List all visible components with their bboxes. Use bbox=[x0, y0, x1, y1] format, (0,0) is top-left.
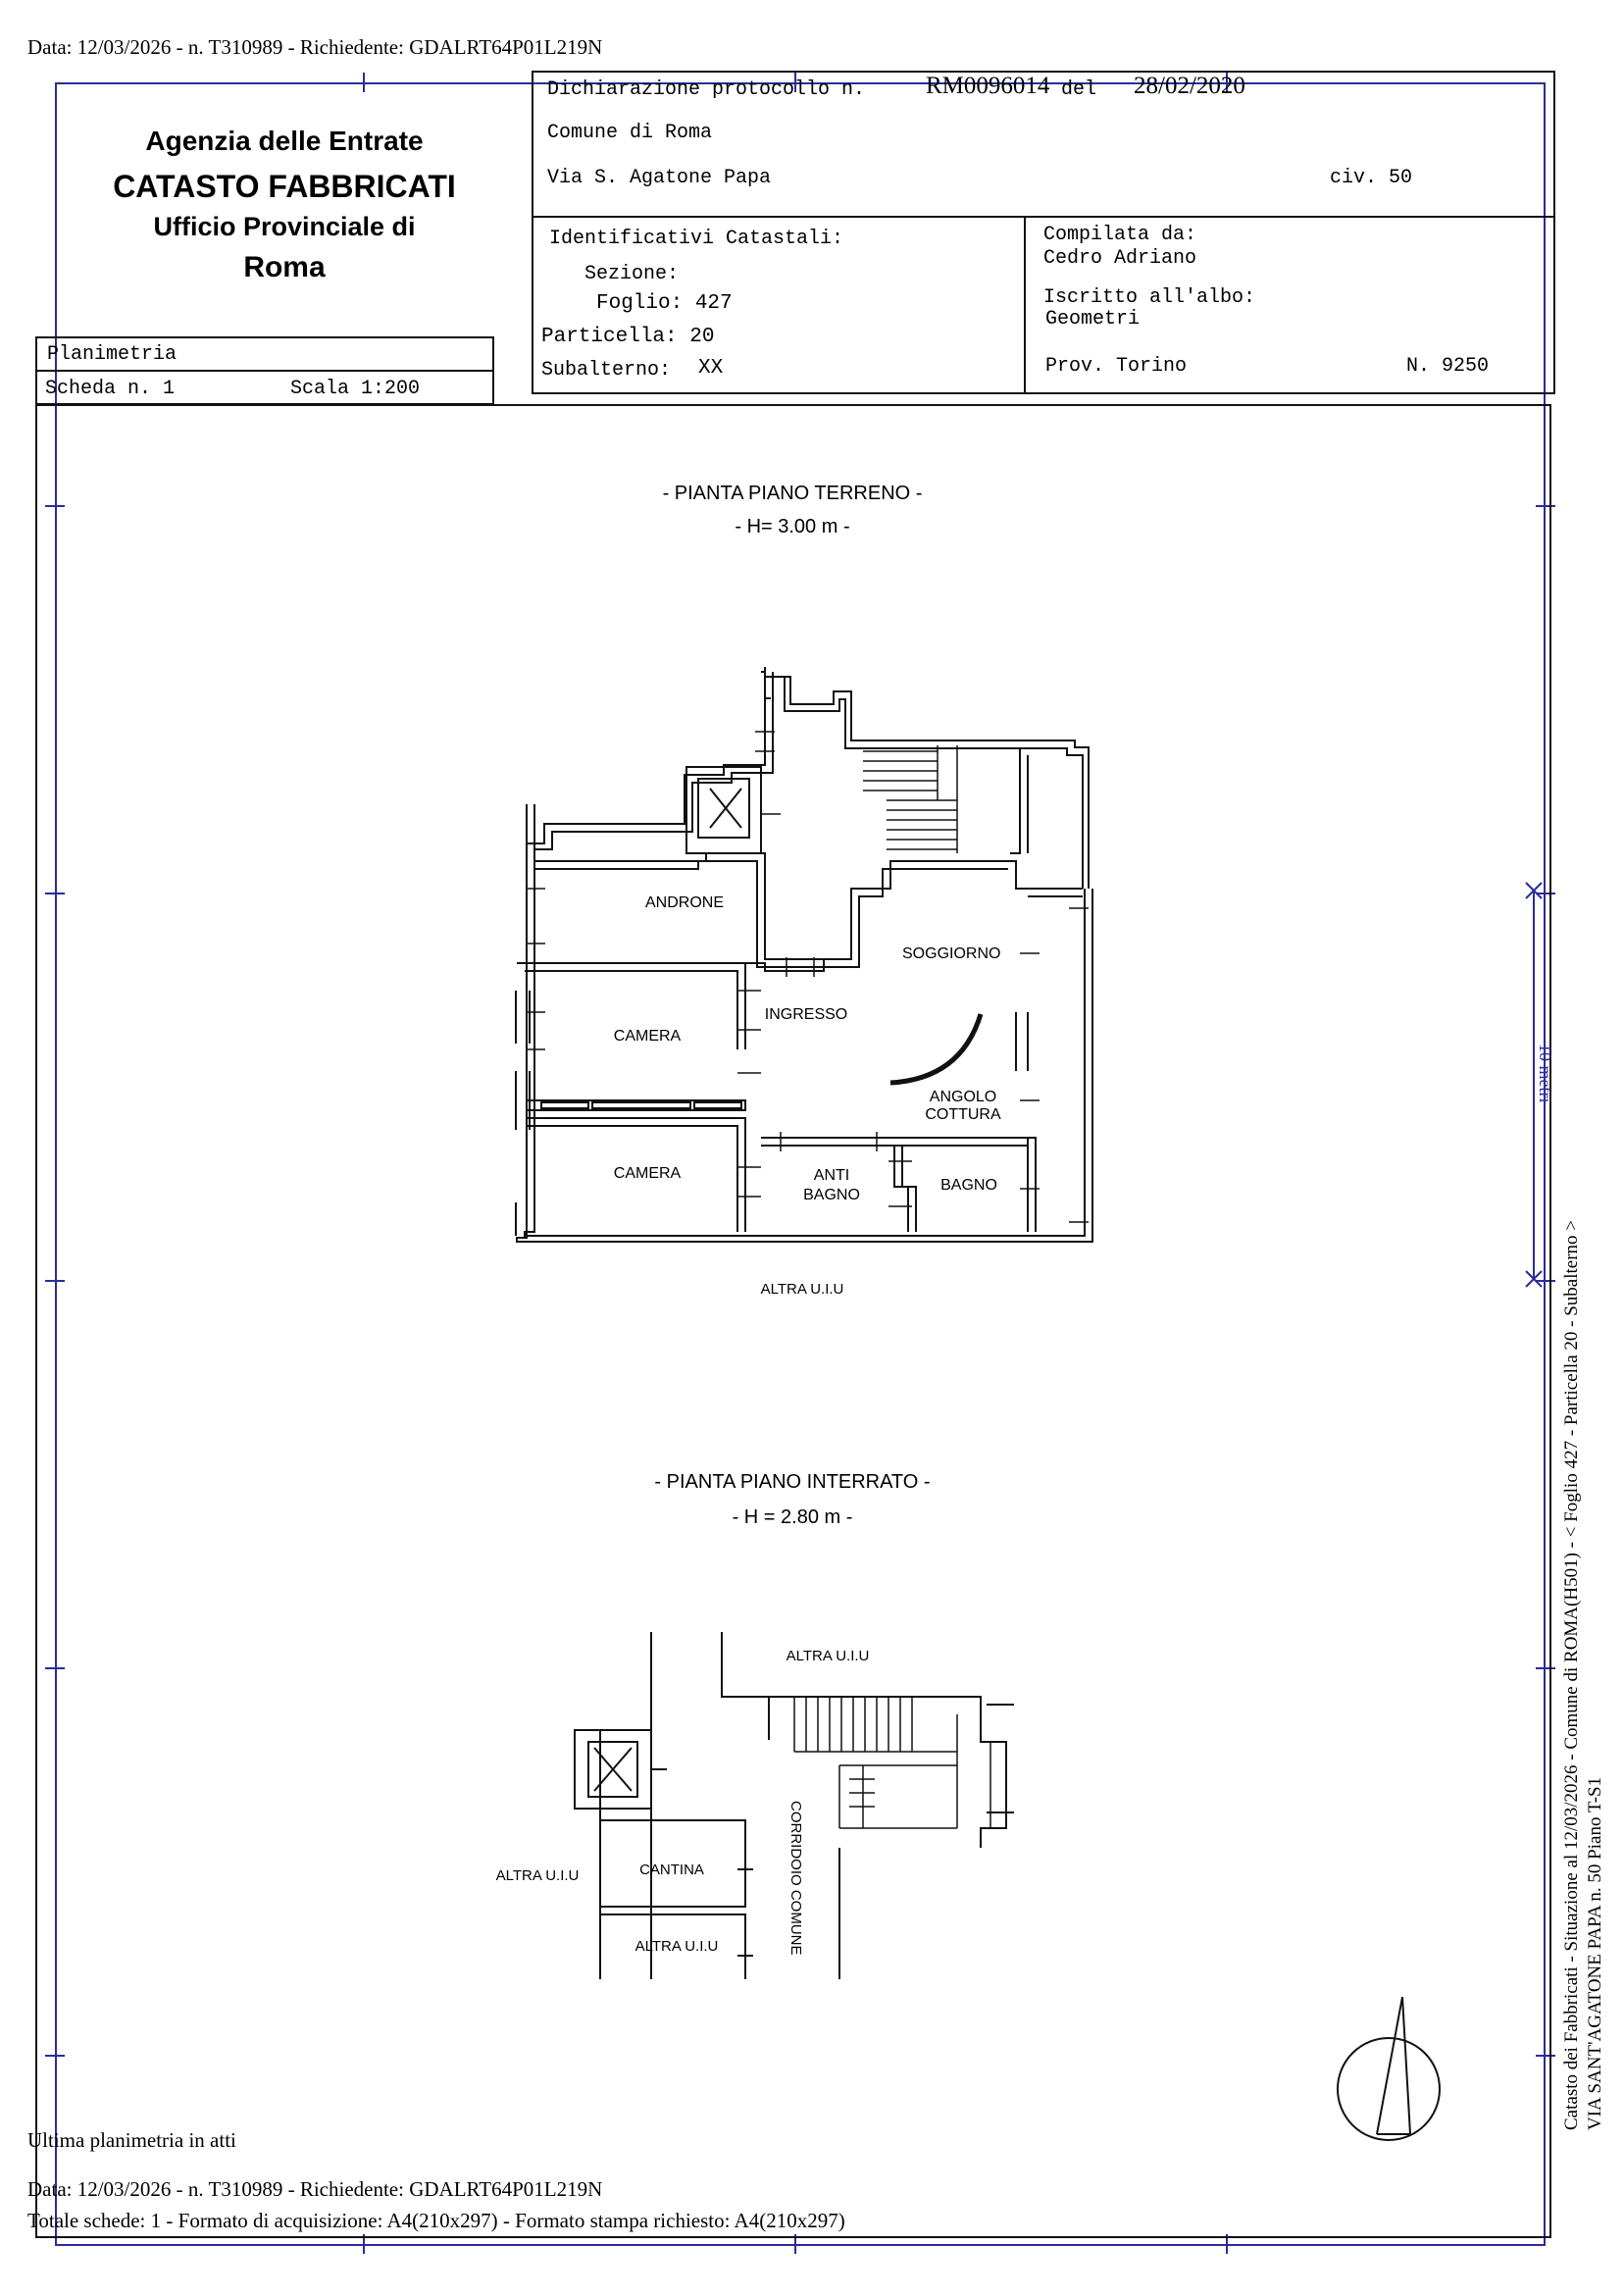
ufficio-label: Ufficio Provinciale di bbox=[153, 212, 416, 241]
subalterno-value: XX bbox=[698, 357, 724, 380]
footer-totale: Totale schede: 1 - Formato di acquisizione: A4(210x297) - Formato stampa richiesto: A4(210x297) bbox=[27, 2209, 845, 2232]
room-soggiorno: SOGGIORNO bbox=[902, 945, 1001, 962]
scala-label: Scala 1:200 bbox=[290, 378, 421, 400]
basement-altra-top: ALTRA U.I.U bbox=[786, 1648, 870, 1664]
comune-label: Comune di Roma bbox=[547, 122, 713, 144]
room-ingresso: INGRESSO bbox=[764, 1006, 848, 1023]
basement-title: - PIANTA PIANO INTERRATO - bbox=[654, 1471, 931, 1493]
protocol-date: 28/02/2020 bbox=[1134, 73, 1245, 99]
address-label: Via S. Agatone Papa bbox=[547, 167, 772, 189]
ground-floor-title: - PIANTA PIANO TERRENO - bbox=[662, 483, 923, 504]
particella-label: Particella: 20 bbox=[541, 326, 715, 348]
top-info-line: Data: 12/03/2026 - n. T310989 - Richiedente: GDALRT64P01L219N bbox=[27, 35, 603, 59]
compilata-label: Compilata da: bbox=[1043, 224, 1197, 246]
albo-value: Geometri bbox=[1045, 308, 1141, 331]
ufficio-city: Roma bbox=[243, 251, 326, 283]
scheda-number: Scheda n. 1 bbox=[45, 378, 176, 400]
basement-altra-bottom: ALTRA U.I.U bbox=[634, 1938, 719, 1955]
side-text-line2: VIA SANT'AGATONE PAPA n. 50 Piano T-S1 bbox=[1585, 1776, 1605, 2130]
protocol-label: Dichiarazione protocollo n. bbox=[547, 78, 866, 101]
subalterno-label: Subalterno: bbox=[541, 359, 672, 382]
albo-label: Iscritto all'albo: bbox=[1043, 286, 1256, 309]
identificativi-title: Identificativi Catastali: bbox=[549, 228, 844, 250]
room-androne: ANDRONE bbox=[644, 894, 724, 911]
room-altra-uiu-ground: ALTRA U.I.U bbox=[760, 1281, 844, 1298]
north-arrow bbox=[1338, 1997, 1440, 2140]
basement-altra-left: ALTRA U.I.U bbox=[495, 1867, 580, 1884]
compilata-name: Cedro Adriano bbox=[1043, 247, 1197, 270]
room-cottura: COTTURA bbox=[925, 1106, 1001, 1123]
basement-cantina: CANTINA bbox=[639, 1862, 704, 1878]
del-label: del bbox=[1061, 78, 1097, 101]
room-camera-1: CAMERA bbox=[613, 1028, 682, 1045]
agency-name: Agenzia delle Entrate bbox=[145, 126, 424, 156]
room-bagno: BAGNO bbox=[940, 1177, 997, 1194]
foglio-label: Foglio: 427 bbox=[596, 292, 733, 315]
basement-height: - H = 2.80 m - bbox=[732, 1506, 853, 1528]
side-text-line1: Catasto dei Fabbricati - Situazione al 12/03/2026 - Comune di ROMA(H501) - < Foglio 427 - Particella 20 - Subalterno > bbox=[1561, 1219, 1582, 2130]
basement-corridoio: CORRIDOIO COMUNE bbox=[787, 1801, 804, 1956]
numero-label: N. 9250 bbox=[1406, 355, 1490, 378]
footer-data: Data: 12/03/2026 - n. T310989 - Richiedente: GDALRT64P01L219N bbox=[27, 2177, 603, 2201]
protocol-number: RM0096014 bbox=[926, 73, 1050, 99]
ground-floor-height: - H= 3.00 m - bbox=[735, 516, 850, 537]
planimetria-label: Planimetria bbox=[47, 343, 178, 366]
scale-bar-label: 10 metri bbox=[1536, 1044, 1555, 1103]
room-angolo: ANGOLO bbox=[929, 1089, 997, 1105]
sezione-label: Sezione: bbox=[584, 263, 680, 285]
footer-ultima: Ultima planimetria in atti bbox=[27, 2128, 236, 2152]
catasto-title: CATASTO FABBRICATI bbox=[113, 169, 456, 204]
room-anti-bagno: BAGNO bbox=[803, 1187, 860, 1203]
prov-label: Prov. Torino bbox=[1045, 355, 1188, 378]
ground-floor-walls bbox=[516, 667, 1092, 1242]
room-anti: ANTI bbox=[813, 1167, 850, 1184]
civic-number: civ. 50 bbox=[1330, 167, 1413, 189]
room-camera-2: CAMERA bbox=[613, 1165, 682, 1182]
